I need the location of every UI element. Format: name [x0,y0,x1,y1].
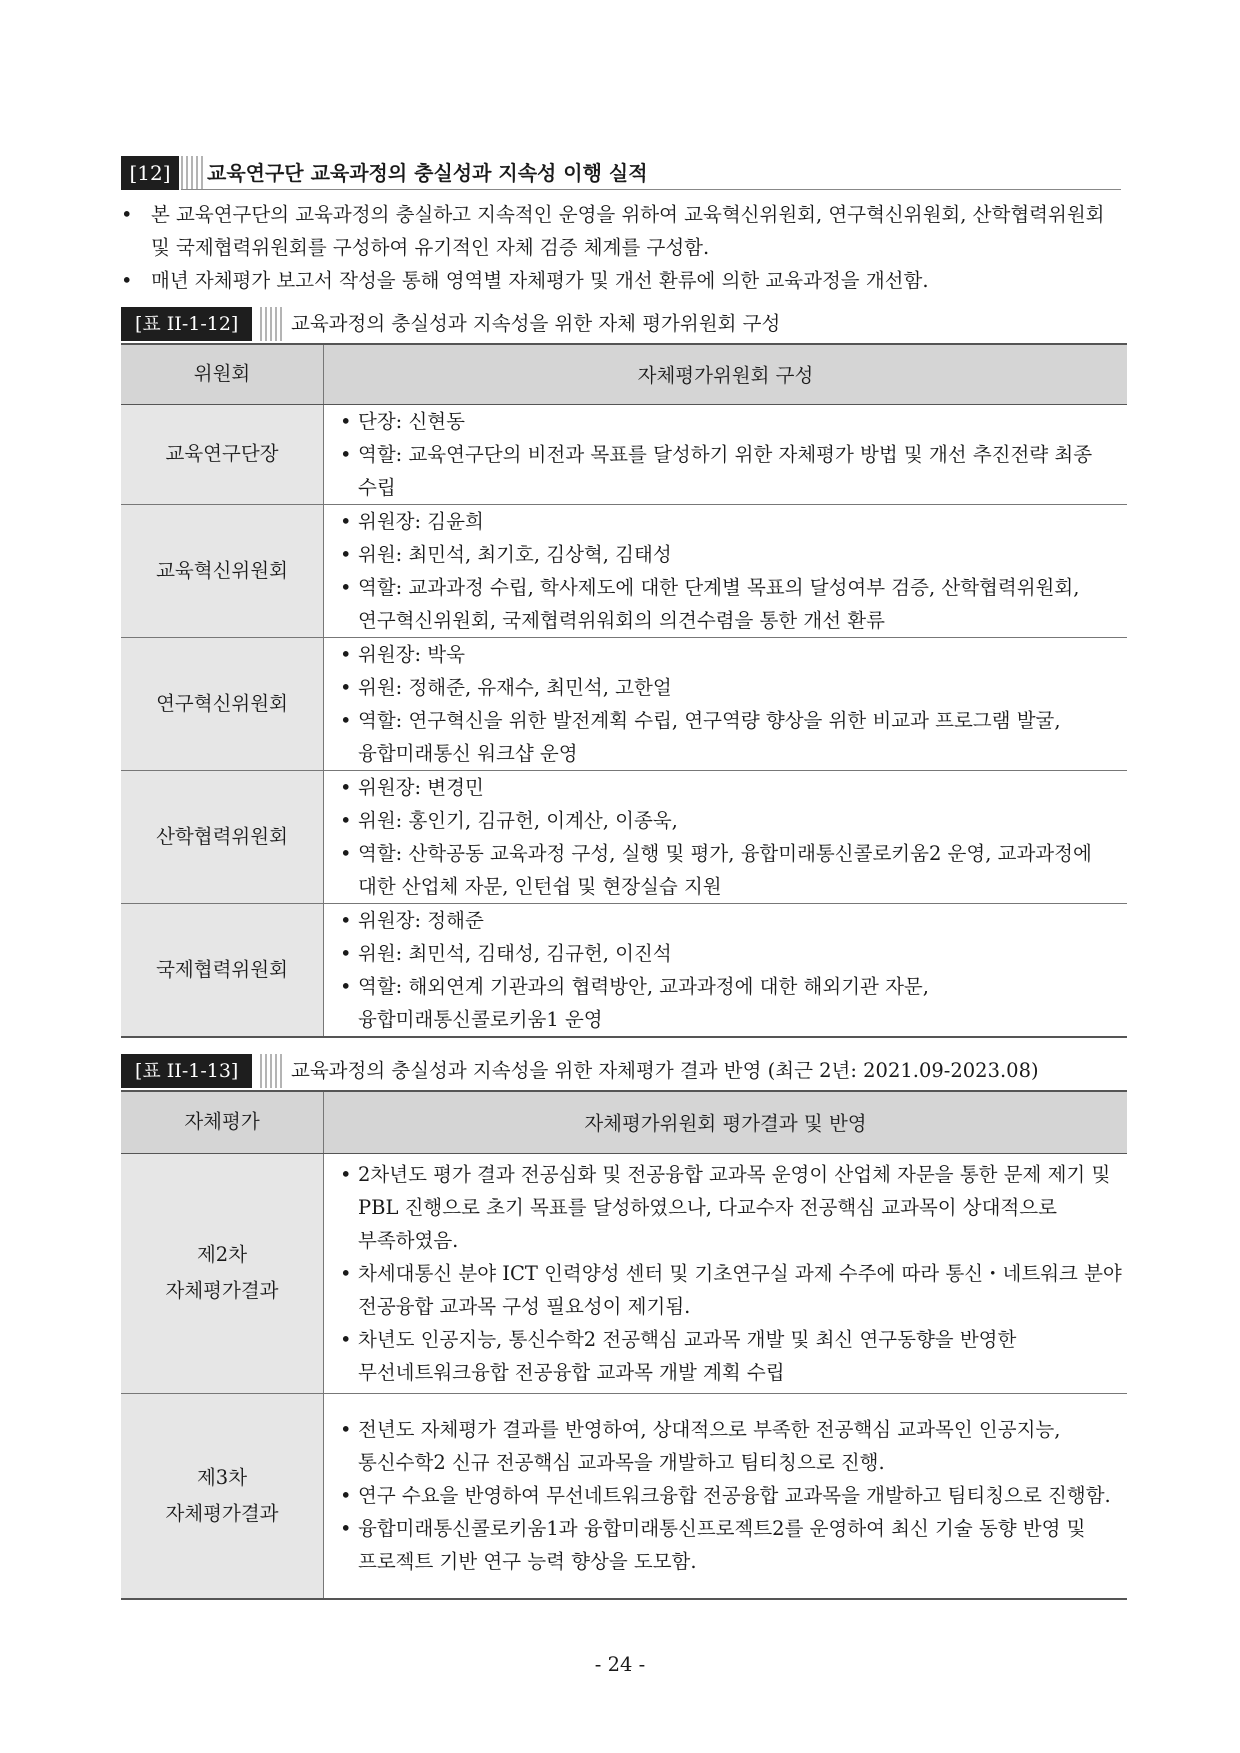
table1-label: [표 II-1-12] [121,307,252,341]
detail-item: • 위원: 최민석, 김태성, 김규헌, 이진석 [340,937,1127,970]
evaluation-details [324,1413,1127,1578]
committee-name: 교육혁신위원회 [121,504,324,637]
committee-details [324,771,1127,903]
detail-item: • 역할: 교과과정 수립, 학사제도에 대한 단계별 목표의 달성여부 검증, 산학협력위원회, 연구혁신위원회, 국제협력위워회의 의견수렴을 통한 개선 환류 [340,571,1127,637]
column-header: 자체평가 [121,1091,324,1153]
detail-item: • 연구 수요을 반영하여 무선네트워크융합 전공융합 교과목을 개발하고 팀티칭으로 진행함. [340,1479,1127,1512]
evaluation-label: 자체평가결과 [165,1501,279,1525]
intro-bullet: • 매년 자체평가 보고서 작성을 통해 영역별 자체평가 및 개선 환류에 의한 교육과정을 개선함. [121,264,1125,297]
column-header: 자체평가위원회 구성 [324,344,1128,404]
table-row [121,1393,1127,1599]
detail-item: • 위원장: 박욱 [340,638,1127,671]
evaluation-round: 제2차 [196,1243,248,1266]
detail-item: • 차년도 인공지능, 통신수학2 전공핵심 교과목 개발 및 최신 연구동향을 반영한 무선네트워크융합 전공융합 교과목 개발 계획 수립 [340,1323,1127,1389]
table-row [121,770,1127,903]
table2-label: [표 II-1-13] [121,1054,252,1088]
intro-bullets [121,198,1125,297]
evaluation-details [324,1158,1127,1389]
table-header-row [121,1091,1127,1153]
detail-item: • 위원장: 변경민 [340,771,1127,804]
section-number: [12] [121,156,179,190]
section-title: 교육연구단 교육과정의 충실성과 지속성 이행 실적 [207,161,648,185]
detail-item: • 위원: 최민석, 최기호, 김상혁, 김태성 [340,538,1127,571]
committee-details [324,638,1127,770]
table1-caption [121,307,1121,341]
evaluation-table [121,1090,1127,1600]
stripe-decoration [181,156,203,190]
detail-item: • 위원장: 김윤희 [340,505,1127,538]
detail-item: • 위원: 홍인기, 김규헌, 이계산, 이종욱, [340,804,1127,837]
table-row [121,1153,1127,1393]
section-underline [181,189,1121,190]
table-header-row [121,344,1127,404]
committee-details [324,904,1127,1036]
page-number: - 24 - [594,1653,646,1676]
detail-item: • 역할: 교육연구단의 비전과 목표를 달성하기 위한 자체평가 방법 및 개선 추진전략 최종 수립 [340,438,1127,504]
table-row [121,637,1127,770]
stripe-decoration [260,307,282,341]
evaluation-name [121,1393,324,1599]
evaluation-round: 제3차 [196,1465,248,1489]
evaluation-name [121,1153,324,1393]
table2-caption [121,1054,1121,1088]
committee-details [324,405,1127,504]
table-row [121,404,1127,504]
table1-caption-text: 교육과정의 충실성과 지속성을 위한 자체 평가위원회 구성 [291,312,781,335]
table-row [121,504,1127,637]
column-header: 자체평가위원회 평가결과 및 반영 [324,1091,1128,1153]
committee-name: 연구혁신위원회 [121,637,324,770]
evaluation-label: 자체평가결과 [165,1279,279,1302]
committee-name: 국제협력위원회 [121,903,324,1037]
committee-name: 교육연구단장 [121,404,324,504]
committee-name: 산학협력위원회 [121,770,324,903]
intro-bullet: • 본 교육연구단의 교육과정의 충실하고 지속적인 운영을 위하여 교육혁신위원회, 연구혁신위원회, 산학협력위원회 및 국제협력위원회를 구성하여 유기적인 자체 검증 체계를 구성함. [121,198,1125,264]
detail-item: • 역할: 연구혁신을 위한 발전계획 수립, 연구역량 향상을 위한 비교과 프로그램 발굴, 융합미래통신 워크샵 운영 [340,704,1127,770]
table2-caption-text: 교육과정의 충실성과 지속성을 위한 자체평가 결과 반영 (최근 2년: 2021.09-2023.08) [291,1059,1039,1082]
table-row [121,903,1127,1037]
committee-table [121,343,1127,1038]
stripe-decoration [260,1054,282,1088]
detail-item: • 전년도 자체평가 결과를 반영하여, 상대적으로 부족한 전공핵심 교과목인 인공지능, 통신수학2 신규 전공핵심 교과목을 개발하고 팀티칭으로 진행. [340,1413,1127,1479]
detail-item: • 차세대통신 분야 ICT 인력양성 센터 및 기초연구실 과제 수주에 따라 통신・네트워크 분야 전공융합 교과목 구성 필요성이 제기됨. [340,1257,1127,1323]
column-header: 위원회 [121,344,324,404]
detail-item: • 단장: 신현동 [340,405,1127,438]
section-heading [121,156,1121,190]
detail-item: • 2차년도 평가 결과 전공심화 및 전공융합 교과목 운영이 산업체 자문을 통한 문제 제기 및 PBL 진행으로 초기 목표를 달성하였으나, 다교수자 전공핵심 교과목이 상대적으로 부족하였음. [340,1158,1127,1257]
detail-item: • 역할: 산학공동 교육과정 구성, 실행 및 평가, 융합미래통신콜로키움2 운영, 교과과정에 대한 산업체 자문, 인턴쉽 및 현장실습 지원 [340,837,1127,903]
detail-item: • 역할: 해외연계 기관과의 협력방안, 교과과정에 대한 해외기관 자문, 융합미래통신콜로키움1 운영 [340,970,1127,1036]
detail-item: • 융합미래통신콜로키움1과 융합미래통신프로젝트2를 운영하여 최신 기술 동향 반영 및 프로젝트 기반 연구 능력 향상을 도모함. [340,1512,1127,1578]
committee-details [324,505,1127,637]
detail-item: • 위원장: 정해준 [340,904,1127,937]
detail-item: • 위원: 정해준, 유재수, 최민석, 고한얼 [340,671,1127,704]
